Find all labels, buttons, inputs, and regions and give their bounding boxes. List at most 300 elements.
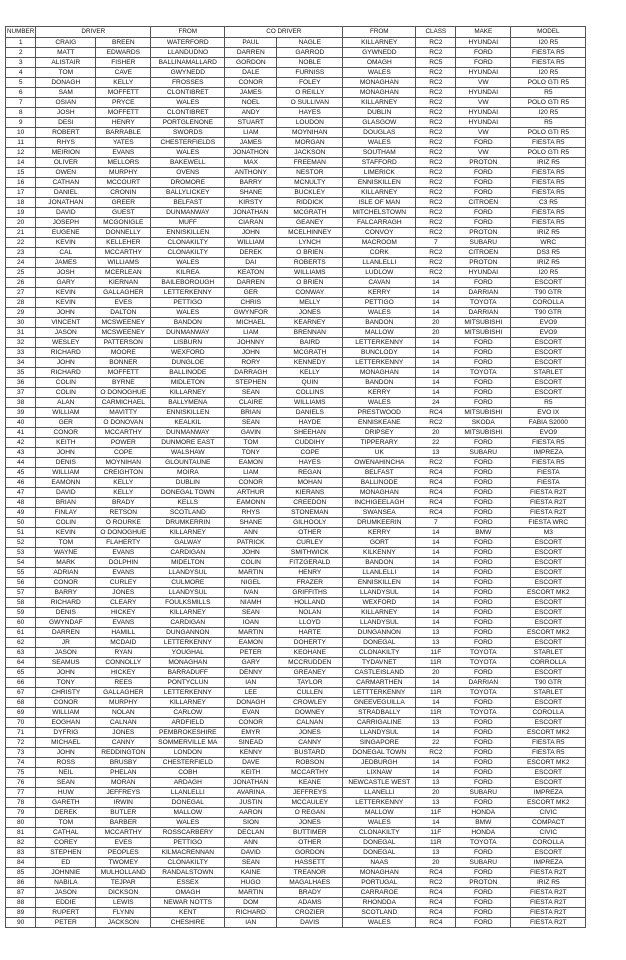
make-cell: MITSUBISHI bbox=[456, 428, 511, 438]
table-row bbox=[6, 378, 586, 388]
co-driver-from-cell: DUBLIN bbox=[343, 108, 416, 118]
table-row bbox=[6, 198, 586, 208]
driver-last-name-cell: RYAN bbox=[96, 648, 151, 658]
make-cell: HYUNDAI bbox=[456, 118, 511, 128]
entry-number-cell: 85 bbox=[6, 868, 36, 878]
entry-number-cell: 9 bbox=[6, 118, 36, 128]
entry-number-cell: 87 bbox=[6, 888, 36, 898]
co-driver-from-cell: ENNISKILLEN bbox=[343, 578, 416, 588]
driver-last-name-cell: MCCARTHY bbox=[96, 248, 151, 258]
table-row bbox=[6, 798, 586, 808]
driver-first-name-cell: JONATHAN bbox=[36, 198, 96, 208]
co-driver-last-name-cell: O SULLIVAN bbox=[277, 98, 343, 108]
entry-number-cell: 38 bbox=[6, 398, 36, 408]
driver-from-header: FROM bbox=[151, 27, 225, 38]
class-cell: 20 bbox=[416, 428, 456, 438]
class-cell: RC4 bbox=[416, 908, 456, 918]
driver-first-name-cell: TOM bbox=[36, 818, 96, 828]
co-driver-first-name-cell: DARREN bbox=[225, 48, 277, 58]
driver-from-cell: KELLS bbox=[151, 498, 225, 508]
make-cell: FORD bbox=[456, 178, 511, 188]
model-cell: FIESTA bbox=[511, 478, 586, 488]
co-driver-first-name-cell: SION bbox=[225, 818, 277, 828]
table-row bbox=[6, 848, 586, 858]
driver-first-name-cell: JOHNNIE bbox=[36, 868, 96, 878]
driver-from-cell: ROSSCARBERY bbox=[151, 828, 225, 838]
co-driver-last-name-cell: DOWNEY bbox=[277, 708, 343, 718]
class-cell: RC2 bbox=[416, 268, 456, 278]
class-cell: RC2 bbox=[416, 168, 456, 178]
model-cell: FIESTA R2T bbox=[511, 888, 586, 898]
co-driver-first-name-cell: GWYNFOR bbox=[225, 308, 277, 318]
driver-first-name-cell: CONOR bbox=[36, 428, 96, 438]
driver-first-name-cell: KEVIN bbox=[36, 238, 96, 248]
make-cell: DARRIAN bbox=[456, 288, 511, 298]
make-cell: FORD bbox=[456, 898, 511, 908]
co-driver-from-cell: KILLARNEY bbox=[343, 608, 416, 618]
class-cell: RC2 bbox=[416, 128, 456, 138]
driver-from-cell: DONEGAL bbox=[151, 798, 225, 808]
co-driver-from-cell: LLANELLI bbox=[343, 788, 416, 798]
entry-number-cell: 53 bbox=[6, 548, 36, 558]
co-driver-from-cell: LLANDYSUL bbox=[343, 588, 416, 598]
entry-number-cell: 61 bbox=[6, 628, 36, 638]
model-cell: FIESTA R2T bbox=[511, 498, 586, 508]
driver-from-cell: ENNISKILLEN bbox=[151, 408, 225, 418]
entry-number-cell: 64 bbox=[6, 658, 36, 668]
driver-first-name-cell: COLIN bbox=[36, 388, 96, 398]
make-cell: VW bbox=[456, 128, 511, 138]
driver-first-name-cell: DAVID bbox=[36, 208, 96, 218]
co-driver-from-cell: GYWNEDD bbox=[343, 48, 416, 58]
model-cell: I20 R5 bbox=[511, 68, 586, 78]
co-driver-from-cell: WALES bbox=[343, 818, 416, 828]
driver-last-name-cell: EVANS bbox=[96, 568, 151, 578]
driver-from-cell: PETTIGO bbox=[151, 838, 225, 848]
class-cell: 14 bbox=[416, 568, 456, 578]
co-driver-first-name-cell: NIGEL bbox=[225, 578, 277, 588]
make-cell: TOYOTA bbox=[456, 298, 511, 308]
driver-first-name-cell: EDDIE bbox=[36, 898, 96, 908]
model-cell: COMPACT bbox=[511, 818, 586, 828]
model-cell: ESCORT MK2 bbox=[511, 588, 586, 598]
class-header: CLASS bbox=[416, 27, 456, 38]
driver-from-cell: COBH bbox=[151, 768, 225, 778]
class-cell: RC4 bbox=[416, 408, 456, 418]
co-driver-from-cell: MACROOM bbox=[343, 238, 416, 248]
driver-first-name-cell: MATT bbox=[36, 48, 96, 58]
driver-last-name-cell: CAVE bbox=[96, 68, 151, 78]
class-cell: 13 bbox=[416, 718, 456, 728]
make-cell: PROTON bbox=[456, 258, 511, 268]
co-driver-last-name-cell: LOUDON bbox=[277, 118, 343, 128]
table-row bbox=[6, 478, 586, 488]
table-row bbox=[6, 618, 586, 628]
driver-from-cell: RANDALSTOWN bbox=[151, 868, 225, 878]
model-cell: ESCORT MK2 bbox=[511, 758, 586, 768]
co-driver-last-name-cell: HAYES bbox=[277, 458, 343, 468]
make-cell: FORD bbox=[456, 278, 511, 288]
table-row bbox=[6, 758, 586, 768]
co-driver-last-name-cell: CONWAY bbox=[277, 288, 343, 298]
model-cell: FIESTA R2T bbox=[511, 488, 586, 498]
class-cell: 11R bbox=[416, 708, 456, 718]
model-cell: FIESTA R2T bbox=[511, 918, 586, 928]
entry-number-cell: 36 bbox=[6, 378, 36, 388]
driver-from-cell: LETTERKENNY bbox=[151, 688, 225, 698]
make-cell: BMW bbox=[456, 818, 511, 828]
entry-number-cell: 90 bbox=[6, 918, 36, 928]
driver-first-name-cell: DAVID bbox=[36, 488, 96, 498]
class-cell: 13 bbox=[416, 448, 456, 458]
driver-first-name-cell: FINLAY bbox=[36, 508, 96, 518]
driver-from-cell: CARDIGAN bbox=[151, 618, 225, 628]
model-cell: COROLLA bbox=[511, 708, 586, 718]
model-header: MODEL bbox=[511, 27, 586, 38]
make-cell: MITSUBISHI bbox=[456, 318, 511, 328]
class-cell: 14 bbox=[416, 298, 456, 308]
driver-from-cell: GWYNEDD bbox=[151, 68, 225, 78]
driver-last-name-cell: HICKEY bbox=[96, 608, 151, 618]
co-driver-last-name-cell: JONES bbox=[277, 728, 343, 738]
entry-number-cell: 77 bbox=[6, 788, 36, 798]
class-cell: 14 bbox=[416, 728, 456, 738]
class-cell: 14 bbox=[416, 618, 456, 628]
co-driver-last-name-cell: OTHER bbox=[277, 528, 343, 538]
driver-from-cell: FOULKSMILLS bbox=[151, 598, 225, 608]
class-cell: RC2 bbox=[416, 108, 456, 118]
driver-last-name-cell: DOLPHIN bbox=[96, 558, 151, 568]
driver-from-cell: GALWAY bbox=[151, 538, 225, 548]
co-driver-from-cell: LLANLELLI bbox=[343, 568, 416, 578]
co-driver-last-name-cell: HAYDE bbox=[277, 418, 343, 428]
make-cell: CITROEN bbox=[456, 198, 511, 208]
co-driver-from-cell: RHONDDA bbox=[343, 898, 416, 908]
class-cell: RC2 bbox=[416, 158, 456, 168]
driver-first-name-cell: CATHAL bbox=[36, 828, 96, 838]
driver-first-name-cell: RUPERT bbox=[36, 908, 96, 918]
driver-from-cell: CHESTERFIELD bbox=[151, 758, 225, 768]
driver-last-name-cell: MELLORS bbox=[96, 158, 151, 168]
model-cell: T90 GTR bbox=[511, 308, 586, 318]
model-cell: POLO GTI R5 bbox=[511, 148, 586, 158]
driver-first-name-cell: KEVIN bbox=[36, 528, 96, 538]
class-cell: RC2 bbox=[416, 148, 456, 158]
class-cell: RC2 bbox=[416, 78, 456, 88]
co-driver-from-cell: MONAGHAN bbox=[343, 368, 416, 378]
co-driver-last-name-cell: MCGRATH bbox=[277, 348, 343, 358]
table-row bbox=[6, 538, 586, 548]
co-driver-first-name-cell: NOEL bbox=[225, 98, 277, 108]
driver-from-cell: KILREA bbox=[151, 268, 225, 278]
driver-first-name-cell: JAMES bbox=[36, 258, 96, 268]
model-cell: EVO9 bbox=[511, 428, 586, 438]
co-driver-from-cell: CARRIGALINE bbox=[343, 718, 416, 728]
driver-last-name-cell: MCDAID bbox=[96, 638, 151, 648]
class-cell: 22 bbox=[416, 438, 456, 448]
driver-last-name-cell: MOYNIHAN bbox=[96, 458, 151, 468]
co-driver-last-name-cell: FURNISS bbox=[277, 68, 343, 78]
table-row bbox=[6, 458, 586, 468]
driver-first-name-cell: WAYNE bbox=[36, 548, 96, 558]
co-driver-first-name-cell: MARTIN bbox=[225, 568, 277, 578]
table-row bbox=[6, 268, 586, 278]
entry-number-cell: 28 bbox=[6, 298, 36, 308]
driver-last-name-cell: HENRY bbox=[96, 118, 151, 128]
co-driver-first-name-cell: KEATON bbox=[225, 268, 277, 278]
entry-number-cell: 14 bbox=[6, 158, 36, 168]
driver-last-name-cell: EVANS bbox=[96, 548, 151, 558]
co-driver-from-cell: DRIPSEY bbox=[343, 428, 416, 438]
driver-first-name-cell: OSIAN bbox=[36, 98, 96, 108]
entry-number-cell: 23 bbox=[6, 248, 36, 258]
table-row bbox=[6, 228, 586, 238]
model-cell: ESCORT bbox=[511, 358, 586, 368]
co-driver-first-name-cell: MAX bbox=[225, 158, 277, 168]
entry-number-cell: 46 bbox=[6, 478, 36, 488]
co-driver-first-name-cell: JONATHAN bbox=[225, 208, 277, 218]
co-driver-last-name-cell: CREEDON bbox=[277, 498, 343, 508]
driver-last-name-cell: MOFFETT bbox=[96, 108, 151, 118]
driver-first-name-cell: KEVIN bbox=[36, 298, 96, 308]
co-driver-last-name-cell: SMITHWICK bbox=[277, 548, 343, 558]
table-row bbox=[6, 408, 586, 418]
table-row bbox=[6, 308, 586, 318]
table-row bbox=[6, 908, 586, 918]
make-cell: FORD bbox=[456, 518, 511, 528]
entry-number-cell: 88 bbox=[6, 898, 36, 908]
make-cell: TOYOTA bbox=[456, 688, 511, 698]
entry-number-cell: 43 bbox=[6, 448, 36, 458]
co-driver-from-cell: PRESTWOOD bbox=[343, 408, 416, 418]
driver-from-cell: DONEGAL TOWN bbox=[151, 488, 225, 498]
co-driver-last-name-cell: FOLEY bbox=[277, 78, 343, 88]
driver-first-name-cell: JASON bbox=[36, 328, 96, 338]
class-cell: 13 bbox=[416, 638, 456, 648]
driver-first-name-cell: TONY bbox=[36, 678, 96, 688]
co-driver-from-cell: MONAGHAN bbox=[343, 78, 416, 88]
model-cell: IRIZ R5 bbox=[511, 228, 586, 238]
table-row bbox=[6, 878, 586, 888]
make-header: MAKE bbox=[456, 27, 511, 38]
driver-last-name-cell: BARRABLE bbox=[96, 128, 151, 138]
co-driver-first-name-cell: DEREK bbox=[225, 248, 277, 258]
table-row bbox=[6, 388, 586, 398]
co-driver-first-name-cell: KEITH bbox=[225, 768, 277, 778]
driver-first-name-cell: ROSS bbox=[36, 758, 96, 768]
make-cell: FORD bbox=[456, 508, 511, 518]
model-cell: IMPREZA bbox=[511, 788, 586, 798]
co-driver-from-cell: SWANSEA bbox=[343, 508, 416, 518]
make-cell: PROTON bbox=[456, 158, 511, 168]
entry-number-cell: 5 bbox=[6, 78, 36, 88]
co-driver-last-name-cell: WILLIAMS bbox=[277, 268, 343, 278]
make-cell: HONDA bbox=[456, 808, 511, 818]
entry-number-cell: 41 bbox=[6, 428, 36, 438]
entry-number-cell: 2 bbox=[6, 48, 36, 58]
driver-from-cell: DRUMKERRIN bbox=[151, 518, 225, 528]
co-driver-from-cell: PETTIGO bbox=[343, 298, 416, 308]
model-cell: I20 R5 bbox=[511, 268, 586, 278]
class-cell: 11R bbox=[416, 688, 456, 698]
entry-number-cell: 33 bbox=[6, 348, 36, 358]
co-driver-first-name-cell: TOM bbox=[225, 438, 277, 448]
driver-last-name-cell: MORAN bbox=[96, 778, 151, 788]
co-driver-last-name-cell: STONEMAN bbox=[277, 508, 343, 518]
table-row bbox=[6, 428, 586, 438]
co-driver-last-name-cell: CANNY bbox=[277, 738, 343, 748]
make-cell: VW bbox=[456, 98, 511, 108]
co-driver-last-name-cell: CUDDIHY bbox=[277, 438, 343, 448]
table-row bbox=[6, 58, 586, 68]
make-cell: FORD bbox=[456, 468, 511, 478]
co-driver-first-name-cell: JONATHAN bbox=[225, 778, 277, 788]
driver-first-name-cell: JOHN bbox=[36, 748, 96, 758]
make-cell: FORD bbox=[456, 618, 511, 628]
driver-last-name-cell: CALNAN bbox=[96, 718, 151, 728]
co-driver-last-name-cell: KENNEDY bbox=[277, 358, 343, 368]
co-driver-first-name-cell: ARTHUR bbox=[225, 488, 277, 498]
table-row bbox=[6, 748, 586, 758]
co-driver-first-name-cell: SEAN bbox=[225, 418, 277, 428]
driver-first-name-cell: GARY bbox=[36, 278, 96, 288]
make-cell: FORD bbox=[456, 168, 511, 178]
co-driver-first-name-cell: HUGO bbox=[225, 878, 277, 888]
driver-from-cell: BALLYLICKEY bbox=[151, 188, 225, 198]
driver-first-name-cell: WILLIAM bbox=[36, 408, 96, 418]
entry-number-cell: 48 bbox=[6, 498, 36, 508]
driver-last-name-cell: BUTLER bbox=[96, 808, 151, 818]
make-cell: FORD bbox=[456, 488, 511, 498]
make-cell: FORD bbox=[456, 768, 511, 778]
driver-last-name-cell: EVES bbox=[96, 838, 151, 848]
co-driver-first-name-cell: DOM bbox=[225, 898, 277, 908]
make-cell: FORD bbox=[456, 578, 511, 588]
class-cell: 14 bbox=[416, 598, 456, 608]
driver-from-cell: CARLOW bbox=[151, 708, 225, 718]
co-driver-from-cell: LIXNAW bbox=[343, 768, 416, 778]
table-row bbox=[6, 158, 586, 168]
make-cell: FORD bbox=[456, 388, 511, 398]
class-cell: 11F bbox=[416, 828, 456, 838]
co-driver-first-name-cell: BARRY bbox=[225, 178, 277, 188]
co-driver-from-cell: KERRY bbox=[343, 388, 416, 398]
model-cell: IRIZ R5 bbox=[511, 258, 586, 268]
driver-first-name-cell: JOHN bbox=[36, 668, 96, 678]
co-driver-from-cell: MONAGHAN bbox=[343, 488, 416, 498]
make-cell: FORD bbox=[456, 608, 511, 618]
entry-number-cell: 24 bbox=[6, 258, 36, 268]
driver-first-name-cell: NABILA bbox=[36, 878, 96, 888]
class-cell: RC4 bbox=[416, 868, 456, 878]
driver-from-cell: KILLARNEY bbox=[151, 388, 225, 398]
co-driver-first-name-cell: CONOR bbox=[225, 78, 277, 88]
class-cell: RC2 bbox=[416, 118, 456, 128]
table-row bbox=[6, 808, 586, 818]
table-row bbox=[6, 778, 586, 788]
driver-last-name-cell: O DONOGHUE bbox=[96, 388, 151, 398]
driver-from-cell: LLANLELLI bbox=[151, 788, 225, 798]
driver-from-cell: CLONAKILTY bbox=[151, 238, 225, 248]
class-cell: RC2 bbox=[416, 228, 456, 238]
driver-last-name-cell: MULHOLLAND bbox=[96, 868, 151, 878]
driver-from-cell: ESSEX bbox=[151, 878, 225, 888]
co-driver-first-name-cell: EAMON bbox=[225, 458, 277, 468]
co-driver-first-name-cell: CONOR bbox=[225, 718, 277, 728]
entry-number-cell: 31 bbox=[6, 328, 36, 338]
co-driver-first-name-cell: SEAN bbox=[225, 858, 277, 868]
table-row bbox=[6, 788, 586, 798]
co-driver-last-name-cell: TAYLOR bbox=[277, 678, 343, 688]
driver-from-cell: KILLARNEY bbox=[151, 528, 225, 538]
entry-number-cell: 16 bbox=[6, 178, 36, 188]
entry-number-cell: 59 bbox=[6, 608, 36, 618]
make-cell: FORD bbox=[456, 348, 511, 358]
table-row bbox=[6, 148, 586, 158]
driver-first-name-cell: CHRISTY bbox=[36, 688, 96, 698]
class-cell: RC4 bbox=[416, 478, 456, 488]
table-row bbox=[6, 558, 586, 568]
co-driver-first-name-cell: JOHNNY bbox=[225, 338, 277, 348]
co-driver-last-name-cell: FRAZER bbox=[277, 578, 343, 588]
co-driver-last-name-cell: DANIELS bbox=[277, 408, 343, 418]
class-cell: RC2 bbox=[416, 38, 456, 48]
co-driver-first-name-cell: MARTIN bbox=[225, 628, 277, 638]
driver-from-cell: LISBURN bbox=[151, 338, 225, 348]
class-cell: RC4 bbox=[416, 508, 456, 518]
co-driver-first-name-cell: JOHN bbox=[225, 348, 277, 358]
model-cell: C3 R5 bbox=[511, 198, 586, 208]
driver-first-name-cell: COLIN bbox=[36, 518, 96, 528]
driver-first-name-cell: JOHN bbox=[36, 308, 96, 318]
table-row bbox=[6, 38, 586, 48]
driver-from-cell: BALLINAMALLARD bbox=[151, 58, 225, 68]
driver-last-name-cell: KIERNAN bbox=[96, 278, 151, 288]
entry-number-cell: 44 bbox=[6, 458, 36, 468]
driver-from-cell: KILLARNEY bbox=[151, 608, 225, 618]
class-cell: 14 bbox=[416, 528, 456, 538]
table-row bbox=[6, 208, 586, 218]
driver-header: DRIVER bbox=[36, 27, 151, 38]
driver-from-cell: WALSHAW bbox=[151, 448, 225, 458]
class-cell: 13 bbox=[416, 848, 456, 858]
co-driver-last-name-cell: HARTE bbox=[277, 628, 343, 638]
co-driver-last-name-cell: OTHER bbox=[277, 838, 343, 848]
co-driver-last-name-cell: QUIN bbox=[277, 378, 343, 388]
class-cell: RC2 bbox=[416, 48, 456, 58]
model-cell: FIESTA R5 bbox=[511, 738, 586, 748]
co-driver-last-name-cell: DOHERTY bbox=[277, 638, 343, 648]
co-driver-from-cell: JEDBURGH bbox=[343, 758, 416, 768]
driver-last-name-cell: HAMILL bbox=[96, 628, 151, 638]
make-cell: FORD bbox=[456, 498, 511, 508]
class-cell: 11R bbox=[416, 658, 456, 668]
entry-number-cell: 76 bbox=[6, 778, 36, 788]
co-driver-first-name-cell: PAUL bbox=[225, 38, 277, 48]
make-cell: FORD bbox=[456, 218, 511, 228]
co-driver-from-cell: STAFFORD bbox=[343, 158, 416, 168]
driver-from-cell: BARRADUFF bbox=[151, 668, 225, 678]
co-driver-from-cell: LETTERKENNY bbox=[343, 798, 416, 808]
entry-number-cell: 83 bbox=[6, 848, 36, 858]
co-driver-first-name-cell: DAVID bbox=[225, 848, 277, 858]
entry-number-cell: 67 bbox=[6, 688, 36, 698]
driver-first-name-cell: MEIRION bbox=[36, 148, 96, 158]
make-cell: FORD bbox=[456, 538, 511, 548]
driver-first-name-cell: JOSH bbox=[36, 108, 96, 118]
co-driver-first-name-cell: GAVIN bbox=[225, 428, 277, 438]
entry-number-cell: 49 bbox=[6, 508, 36, 518]
